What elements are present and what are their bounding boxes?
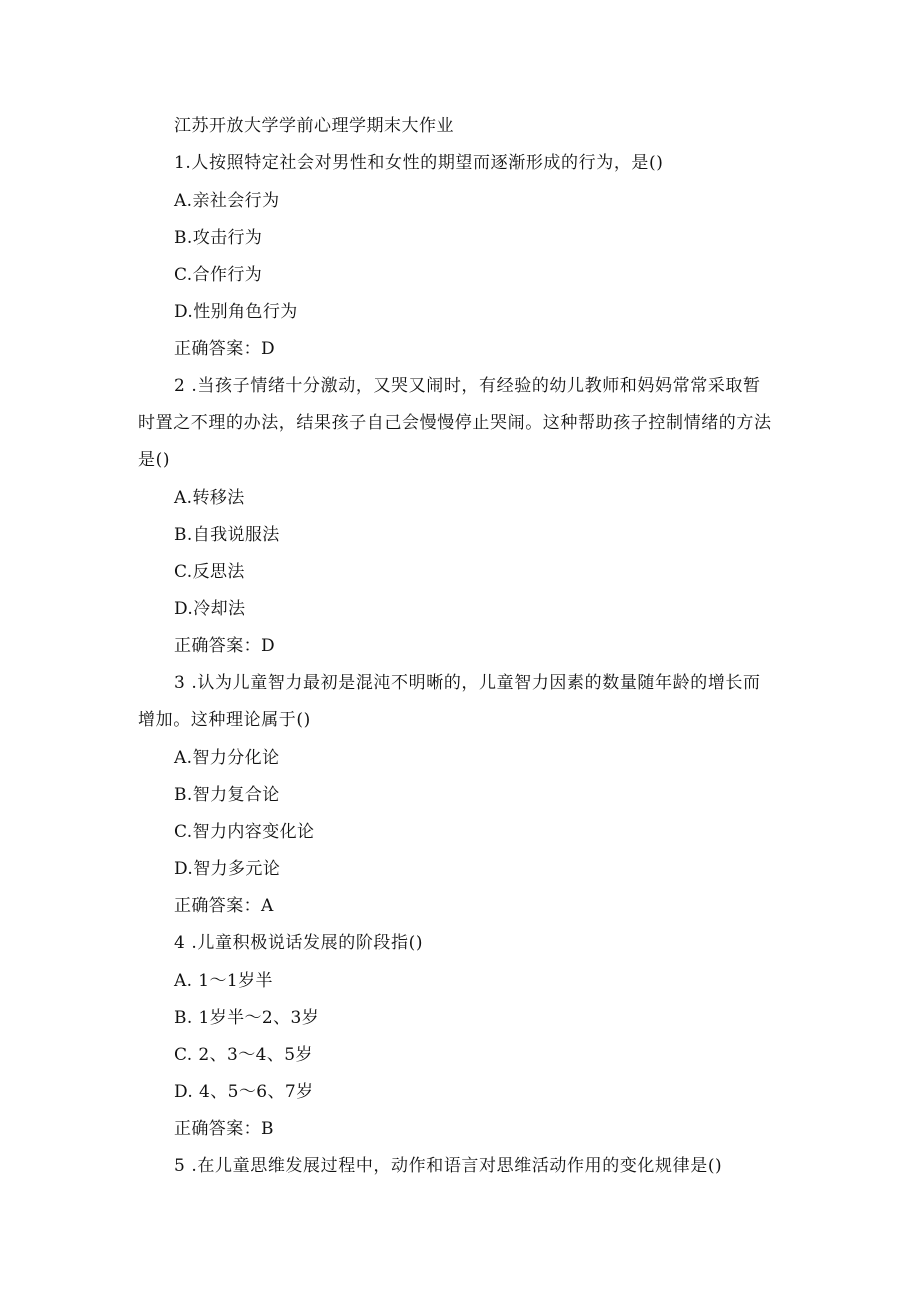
question-4 — [138, 925, 778, 1141]
question-3 — [138, 665, 778, 918]
option-c: C.合作行为 — [174, 265, 263, 285]
option-d: D.智力多元论 — [174, 859, 281, 879]
option-a: A.智力分化论 — [174, 748, 280, 768]
option-c: C. 2、3～4、5岁 — [174, 1045, 313, 1065]
correct-answer: 正确答案：D — [174, 636, 276, 656]
question-stem: 1.人按照特定社会对男性和女性的期望而逐渐形成的行为，是() — [174, 153, 664, 173]
correct-answer: 正确答案：D — [174, 339, 276, 359]
option-a: A. 1～1岁半 — [174, 971, 273, 991]
question-stem: 5 .在儿童思维发展过程中，动作和语言对思维活动作用的变化规律是() — [174, 1156, 723, 1176]
option-b: B.攻击行为 — [174, 228, 263, 248]
question-stem: 2 .当孩子情绪十分激动，又哭又闹时，有经验的幼儿教师和妈妈常常采取暂时置之不理的办法，结果孩子自己会慢慢停止哭闹。这种帮助孩子控制情绪的方法是() — [138, 376, 772, 470]
option-b: B. 1岁半～2、3岁 — [174, 1008, 320, 1028]
option-a: A.亲社会行为 — [174, 191, 280, 211]
option-d: D. 4、5～6、7岁 — [174, 1082, 314, 1102]
correct-answer: 正确答案：B — [174, 1119, 274, 1139]
question-stem: 3 .认为儿童智力最初是混沌不明晰的，儿童智力因素的数量随年龄的增长而增加。这种理论属于() — [138, 673, 761, 730]
question-1 — [138, 145, 778, 361]
question-2 — [138, 368, 778, 658]
correct-answer: 正确答案：A — [174, 896, 274, 916]
option-b: B.自我说服法 — [174, 525, 280, 545]
document-title: 江苏开放大学学前心理学期末大作业 — [174, 116, 454, 136]
option-c: C.反思法 — [174, 562, 245, 582]
question-5 — [138, 1148, 778, 1185]
option-c: C.智力内容变化论 — [174, 822, 315, 842]
option-b: B.智力复合论 — [174, 785, 280, 805]
option-d: D.性别角色行为 — [174, 302, 298, 322]
option-a: A.转移法 — [174, 488, 245, 508]
option-d: D.冷却法 — [174, 599, 246, 619]
question-stem: 4 .儿童积极说话发展的阶段指() — [174, 933, 424, 953]
question-list — [138, 151, 778, 1192]
